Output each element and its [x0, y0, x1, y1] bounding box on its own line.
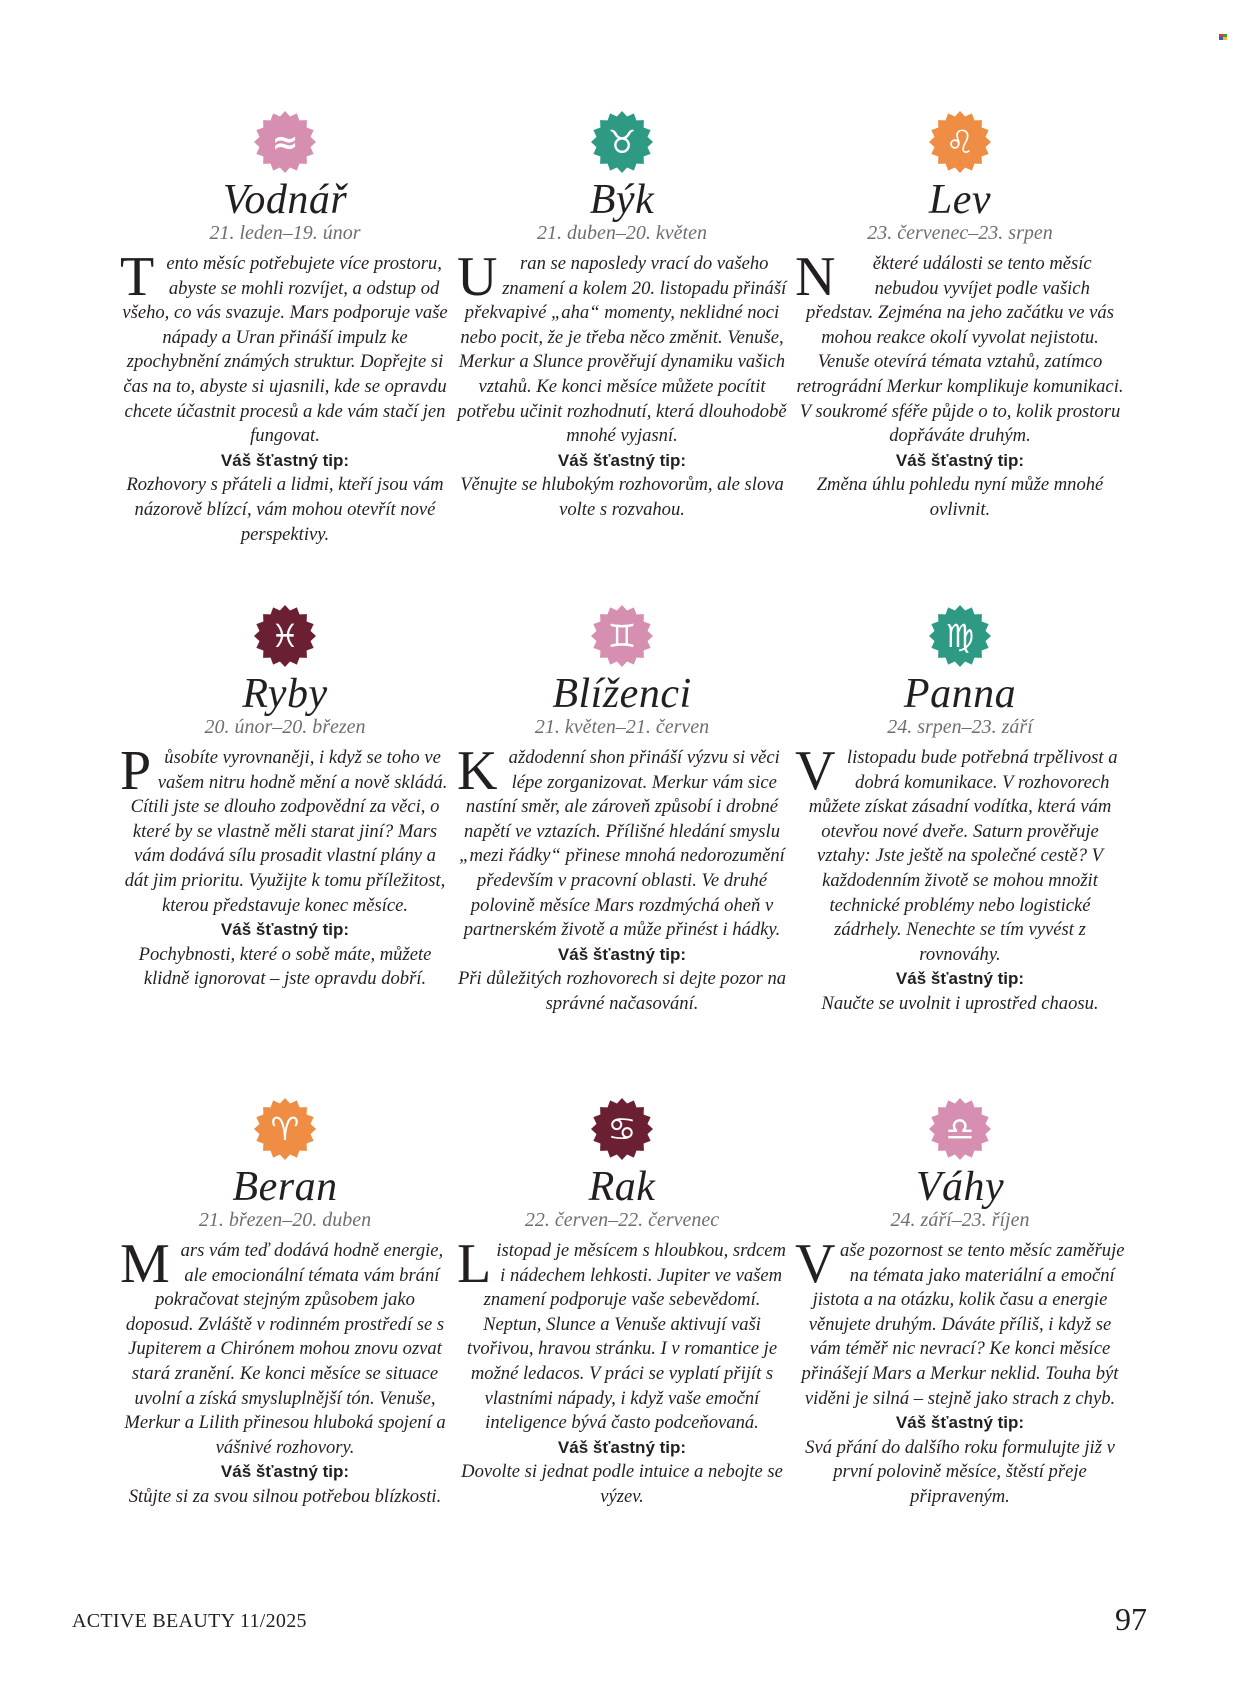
- drop-cap: L: [457, 1233, 492, 1295]
- sign-dates: 24. září–23. říjen: [890, 1209, 1030, 1231]
- sign-text: listopadu bude potřebná trpělivost a dobrá komunikace. V rozhovorech můžete získat zásadní vodítka, která vám otevřou nové dveře. Saturn prověřuje vztahy: Jste ještě na společné cestě? V každodenním životě se mohou množit technické problémy nebo logistické zádrhely. Nenechte se tím vyvést z rovnováhy.: [808, 747, 1118, 965]
- sign-dates: 21. duben–20. květen: [537, 222, 707, 244]
- virgo-icon: ♍: [928, 604, 992, 668]
- drop-cap: K: [457, 740, 498, 802]
- magazine-issue: ACTIVE BEAUTY 11/2025: [72, 1610, 307, 1632]
- leo-icon: ♌: [928, 110, 992, 174]
- aquarius-icon: ≈: [253, 110, 317, 174]
- sign-card-taurus: [457, 110, 787, 523]
- sign-dates: 20. únor–20. březen: [204, 716, 366, 738]
- sign-body: [457, 1233, 787, 1510]
- sign-name: Panna: [903, 671, 1017, 717]
- sign-text: aše pozornost se tento měsíc zaměřuje na témata jako materiální a emoční jistota a na otázku, kolik času a energie věnujete druhým. Dáváte příliš, i když se vám téměř nic nevrací? Ke konci měsíce přinášejí Mars a Merkur neklid. Touha být viděni je silná – stejně jako strach z chyb.: [801, 1240, 1125, 1409]
- sign-name: Blíženci: [552, 671, 692, 717]
- sign-body: [457, 246, 787, 523]
- lucky-tip-label: Váš šťastný tip:: [895, 1413, 1025, 1433]
- sign-name: Ryby: [242, 671, 328, 717]
- lucky-tip-label: Váš šťastný tip:: [220, 450, 350, 470]
- sign-card-libra: [795, 1097, 1125, 1510]
- page-number: 97: [1115, 1601, 1147, 1637]
- sign-body: [795, 740, 1125, 1017]
- lucky-tip-label: Váš šťastný tip:: [895, 969, 1025, 989]
- sign-text: aždodenní shon přináší výzvu si věci lépe zorganizovat. Merkur vám sice nastíní směr, ale zároveň způsobí i drobné napětí ve vztazích. Přílišné hledání smyslu „mezi řádky“ přinese mnohá nedorozumění především v pracovní oblasti. Ve druhé polovině měsíce Mars rozdmýchá oheň v partnerském životě a může přinést i hádky.: [459, 747, 785, 941]
- lucky-tip-text: Při důležitých rozhovorech si dejte pozor na správné načasování.: [457, 968, 787, 1014]
- lucky-tip-label: Váš šťastný tip:: [220, 1462, 350, 1482]
- lucky-tip-text: Věnujte se hlubokým rozhovorům, ale slova volte s rozvahou.: [460, 474, 784, 520]
- lucky-tip-text: Dovolte si jednat podle intuice a nebojte se výzev.: [461, 1461, 783, 1507]
- sign-dates: 21. leden–19. únor: [209, 222, 361, 244]
- sign-name: Lev: [928, 177, 992, 223]
- sign-text: istopad je měsícem s hloubkou, srdcem i nádechem lehkosti. Jupiter ve vašem znamení podporuje vaše sebevědomí. Neptun, Slunce a Venuše aktivují vaši tvořivou, hravou stránku. I v romantice je možné ledacos. V práci se vyplatí přijít s vlastními nápady, i když vaše emoční inteligence bývá často podceňovaná.: [466, 1240, 786, 1434]
- sign-card-aquarius: [120, 110, 450, 547]
- lucky-tip-text: Naučte se uvolnit i uprostřed chaosu.: [821, 992, 1099, 1014]
- sign-dates: 21. květen–21. červen: [534, 716, 710, 738]
- drop-cap: U: [457, 246, 498, 308]
- drop-cap: P: [120, 740, 152, 802]
- pisces-icon: ♓: [253, 604, 317, 668]
- lucky-tip-label: Váš šťastný tip:: [557, 944, 687, 964]
- lucky-tip-text: Rozhovory s přáteli a lidmi, kteří jsou vám názorově blízcí, vám mohou otevřít nové perspektivy.: [126, 474, 444, 545]
- sign-card-virgo: [795, 604, 1125, 1017]
- sign-body: [795, 246, 1125, 523]
- sign-text: ento měsíc potřebujete více prostoru, abyste se mohli rozvíjet, a odstup od všeho, co vás svazuje. Mars podporuje vaše nápady a Uran přináší impulz ke zpochybnění známých struktur. Dopřejte si čas na to, abyste si ujasnili, kde se opravdu chcete účastnit procesů a kde vám stačí jen fungovat.: [122, 253, 448, 447]
- sign-name: Rak: [588, 1164, 656, 1210]
- sign-text: ran se naposledy vrací do vašeho znamení a kolem 20. listopadu přináší překvapivé „aha“ momenty, neklidné noci nebo pocit, že je třeba něco změnit. Venuše, Merkur a Slunce prověřují dynamiku vašich vztahů. Ke konci měsíce můžete pocítit potřebu učinit rozhodnutí, která dlouhodobě mnohé vyjasní.: [457, 253, 787, 447]
- lucky-tip-text: Pochybnosti, které o sobě máte, můžete klidně ignorovat – jste opravdu dobří.: [138, 943, 432, 990]
- lucky-tip-label: Váš šťastný tip:: [220, 920, 350, 940]
- lucky-tip-text: Stůjte si za svou silnou potřebou blízkosti.: [128, 1485, 442, 1507]
- sign-card-cancer: [457, 1097, 787, 1510]
- sign-dates: 22. červen–22. červenec: [524, 1209, 720, 1231]
- sign-card-pisces: [120, 604, 450, 992]
- sign-name: Váhy: [915, 1164, 1005, 1210]
- sign-text: ěkteré události se tento měsíc nebudou vyvíjet podle vašich představ. Zejména na jeho začátku ve vás mohou reakce okolí vyvolat nejistotu. Venuše otevírá témata vztahů, zatímco retrográdní Merkur komplikuje komunikaci. V soukromé sféře půjde o to, kolik prostoru dopřáváte druhým.: [796, 253, 1124, 447]
- sign-card-gemini: [457, 604, 787, 1017]
- sign-body: [120, 740, 450, 992]
- drop-cap: N: [795, 246, 836, 308]
- sign-name: Vodnář: [222, 177, 348, 223]
- sign-name: Beran: [232, 1164, 338, 1210]
- lucky-tip-label: Váš šťastný tip:: [557, 450, 687, 470]
- taurus-icon: ♉: [590, 110, 654, 174]
- sign-dates: 21. březen–20. duben: [198, 1209, 372, 1231]
- lucky-tip-label: Váš šťastný tip:: [895, 450, 1025, 470]
- lucky-tip-text: Změna úhlu pohledu nyní může mnohé ovlivnit.: [816, 474, 1104, 520]
- sign-name: Býk: [589, 177, 655, 223]
- lucky-tip-label: Váš šťastný tip:: [557, 1437, 687, 1457]
- drop-cap: V: [795, 740, 836, 802]
- drop-cap: T: [120, 246, 155, 308]
- sign-card-aries: [120, 1097, 450, 1510]
- sign-body: [120, 246, 450, 547]
- sign-body: [795, 1233, 1125, 1510]
- sign-text: ars vám teď dodává hodně energie, ale emocionální témata vám brání pokračovat stejným způsobem jako doposud. Zvláště v rodinném prostředí se s Jupiterem a Chirónem mohou znovu ozvat stará zranění. Ke konci měsíce se situace uvolní a získá smysluplnější tón. Venuše, Merkur a Lilith přinesou hluboká spojení a vášnivé rozhovory.: [124, 1240, 446, 1458]
- gemini-icon: ♊: [590, 604, 654, 668]
- sign-text: ůsobíte vyrovnaněji, i když se toho ve vašem nitru hodně mění a nově skládá. Cítili jste se dlouho zodpovědní za věci, o které by se vlastně měli starat jiní? Mars vám dodává sílu prosadit vlastní plány a dát jim prioritu. Využijte k tomu příležitost, kterou představuje konec měsíce.: [124, 747, 448, 916]
- aries-icon: ♈: [253, 1097, 317, 1161]
- drop-cap: V: [795, 1233, 836, 1295]
- lucky-tip-text: Svá přání do dalšího roku formulujte již v první polovině měsíce, štěstí přeje připraveným.: [805, 1436, 1115, 1507]
- sign-dates: 23. červenec–23. srpen: [867, 222, 1053, 244]
- sign-body: [457, 740, 787, 1017]
- cancer-icon: ♋: [590, 1097, 654, 1161]
- libra-icon: ♎: [928, 1097, 992, 1161]
- drop-cap: M: [120, 1233, 170, 1295]
- sign-body: [120, 1233, 450, 1510]
- sign-dates: 24. srpen–23. září: [887, 716, 1033, 738]
- sign-card-leo: [795, 110, 1125, 523]
